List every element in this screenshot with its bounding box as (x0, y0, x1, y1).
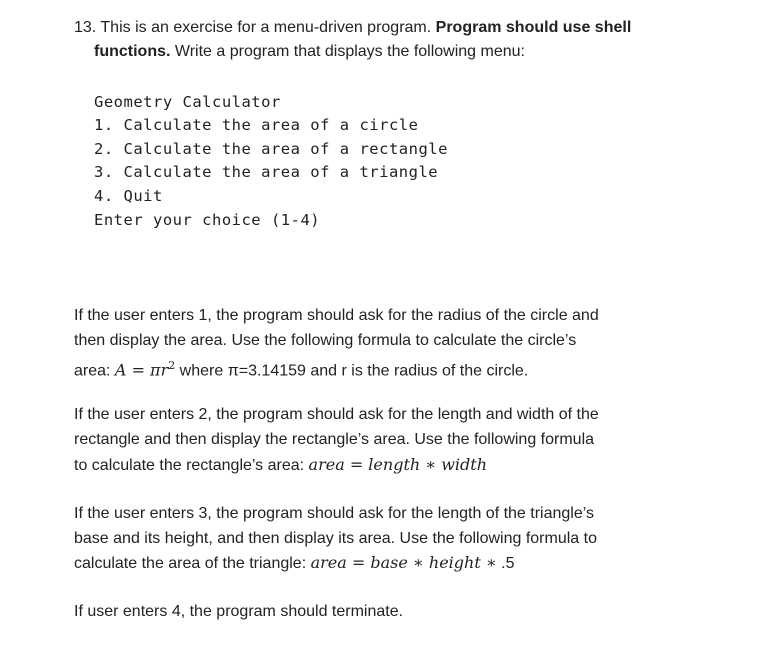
triangle-text-line-3 (74, 553, 515, 574)
rectangle-text-line-2: rectangle and then display the rectangle’s area. Use the following formula (74, 431, 595, 448)
triangle-formula-constant: .5 (501, 555, 515, 572)
triangle-area-label: calculate the area of the triangle: (74, 555, 307, 572)
rectangle-text-line-1: If the user enters 2, the program should ask for the length and width of the (74, 406, 599, 423)
circle-formula-note: where π=3.14159 and r is the radius of the circle. (179, 362, 529, 380)
menu-prompt: Enter your choice (1-4) (94, 211, 321, 229)
circle-formula-exponent: 2 (168, 359, 176, 372)
circle-text-line-3 (74, 356, 528, 381)
exercise-instruction: Write a program that displays the following menu: (174, 43, 525, 60)
exercise-requirement-part-2: functions. (94, 43, 171, 60)
exercise-intro: This is an exercise for a menu-driven program. (100, 19, 432, 36)
menu-item-2: 2. Calculate the area of a rectangle (94, 140, 448, 158)
circle-formula: A = πr (114, 360, 169, 380)
triangle-text-line-2: base and its height, and then display its area. Use the following formula to (74, 530, 597, 547)
rectangle-formula: area = length ∗ width (308, 455, 488, 474)
menu-item-1: 1. Calculate the area of a circle (94, 116, 419, 134)
menu-item-4: 4. Quit (94, 187, 163, 205)
rectangle-text-line-3 (74, 455, 487, 476)
exercise-requirement-part-1: Program should use shell (435, 19, 632, 36)
menu-title: Geometry Calculator (94, 93, 281, 111)
exercise-number: 13. (74, 19, 97, 36)
exercise-header-line-2 (94, 42, 525, 62)
quit-text-line-1: If user enters 4, the program should terminate. (74, 603, 404, 620)
exercise-header-line-1 (74, 18, 631, 38)
triangle-text-line-1: If the user enters 3, the program should ask for the length of the triangle’s (74, 505, 595, 522)
menu-item-3: 3. Calculate the area of a triangle (94, 163, 439, 181)
triangle-formula: area = base ∗ height ∗ (310, 553, 497, 572)
circle-text-line-2: then display the area. Use the following formula to calculate the circle’s (74, 332, 577, 349)
circle-area-label: area: (74, 362, 111, 380)
circle-text-line-1: If the user enters 1, the program should ask for the radius of the circle and (74, 307, 599, 324)
rectangle-area-label: to calculate the rectangle’s area: (74, 457, 305, 474)
